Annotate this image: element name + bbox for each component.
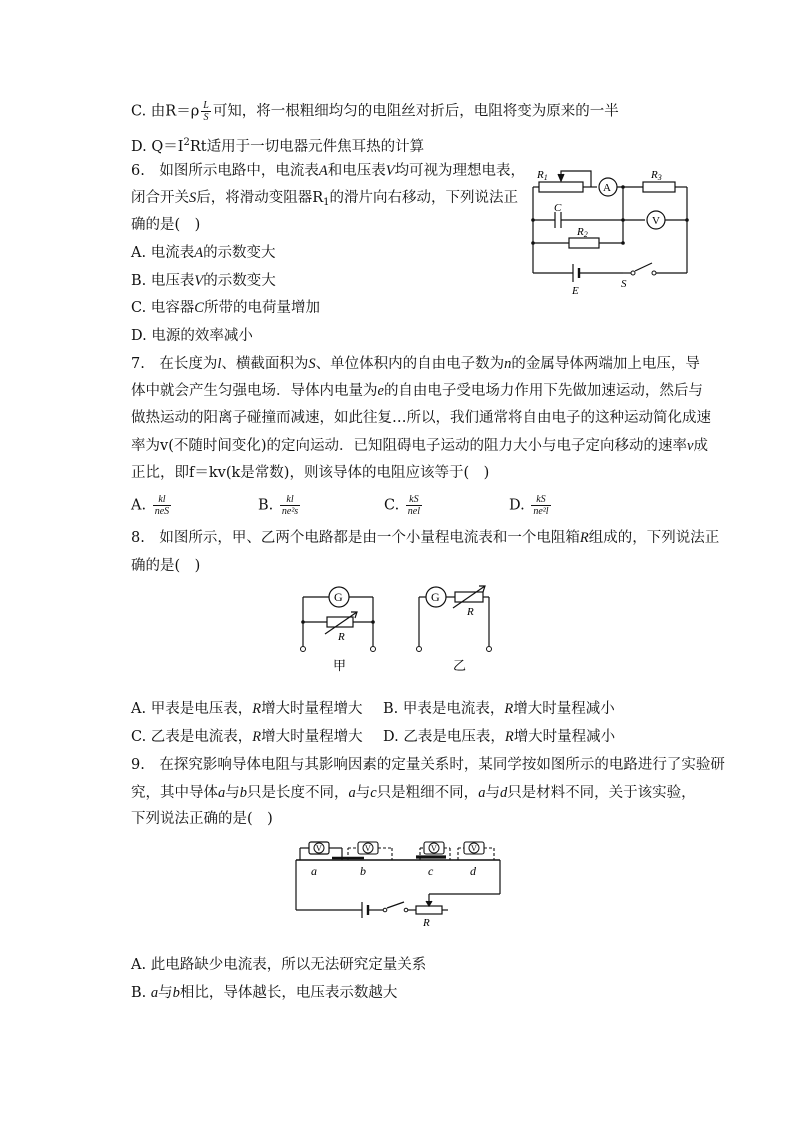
q9-circuit-diagram <box>292 838 507 930</box>
resistor-label-jia: R <box>338 631 345 643</box>
q7-stem-line5: 正比，即f＝kv(k是常数)，则该导体的电阻应该等于( ) <box>131 465 490 481</box>
q6-stem-line2: 闭合开关S后，将滑动变阻器$R_1$的滑片向右移动，下列说法正 <box>131 190 519 208</box>
q9-stem-line2: 究，其中导体a与b只是长度不同，a与c只是粗细不同，a与d只是材料不同，关于该实验， <box>131 785 696 801</box>
label-r1: R1 <box>537 169 548 182</box>
q9-option-b: B. a与b相比，导体越长，电压表示数越大 <box>131 985 398 1001</box>
voltmeter-label-d: V <box>471 844 477 853</box>
q8-stem-line1: 8. 如图所示，甲、乙两个电路都是由一个小量程电流表和一个电阻箱R组成的，下列说法正 <box>131 530 720 546</box>
q7-stem-line4: 率为v(不随时间变化)的定向运动．已知阻碍电子运动的阻力大小与电子定向移动的速率v成 <box>131 438 708 454</box>
q8-circuit-diagrams <box>295 582 505 677</box>
q5-option-d: D. $Q=I^2Rt$适用于一切电器元件焦耳热的计算 <box>131 137 425 155</box>
q7-stem-line1: 7. 在长度为l、横截面积为S、单位体积内的自由电子数为n的金属导体两端加上电压，导 <box>131 356 700 372</box>
q8-option-a: A. 甲表是电压表，R增大时量程增大 <box>131 701 363 717</box>
q8-option-b: B. 甲表是电流表，R增大时量程减小 <box>383 701 615 717</box>
q8-option-d: D. 乙表是电压表，R增大时量程减小 <box>383 729 616 745</box>
q6-option-c: C. 电容器C所带的电荷量增加 <box>131 300 320 316</box>
label-e: E <box>572 285 579 297</box>
q5-optc-text: C. 由R＝ρ <box>131 103 200 120</box>
l-over-s-fraction: $\frac{L}{S}$ <box>203 100 209 123</box>
voltmeter-label-b: V <box>365 844 371 853</box>
conductor-label-a: a <box>311 864 317 878</box>
q7-stem-line3: 做热运动的阳离子碰撞而减速，如此往复…所以，我们通常将自由电子的这种运动简化成速 <box>131 410 711 426</box>
q8-option-c: C. 乙表是电流表，R增大时量程增大 <box>131 729 363 745</box>
galvanometer-label-yi: G <box>431 590 440 604</box>
q8-stem-line2: 确的是( ) <box>131 558 201 574</box>
voltmeter-label: V <box>652 215 660 227</box>
q7-option-d: D. $\frac{kS}{\text{ne²l}}$ <box>509 494 549 517</box>
q6-option-d: D. 电源的效率减小 <box>131 328 253 344</box>
voltmeter-label-a: V <box>316 844 322 853</box>
conductor-label-d: d <box>470 864 476 878</box>
conductor-label-b: b <box>360 864 366 878</box>
q7-option-b: B. $\frac{kl}{\text{ne²s}}$ <box>258 494 299 517</box>
galvanometer-label-jia: G <box>334 590 343 604</box>
label-c: C <box>554 202 562 214</box>
q6-option-b: B. 电压表V的示数变大 <box>131 273 276 289</box>
rheostat-label: R <box>423 917 430 929</box>
label-s: S <box>621 278 627 290</box>
ammeter-label: A <box>603 182 611 194</box>
label-r2: R2 <box>577 226 588 239</box>
q6-circuit-diagram <box>525 165 695 295</box>
q9-option-a: A. 此电路缺少电流表，所以无法研究定量关系 <box>131 957 427 973</box>
caption-yi: 乙 <box>453 658 467 673</box>
q6-stem-line3: 确的是( ) <box>131 217 201 233</box>
caption-jia: 甲 <box>333 658 347 673</box>
resistor-label-yi: R <box>467 606 474 618</box>
q9-stem-line1: 9. 在探究影响导体电阻与其影响因素的定量关系时，某同学按如图所示的电路进行了实验研 <box>131 757 725 773</box>
q6-stem-line1: 6. 如图所示电路中，电流表A和电压表V均可视为理想电表， <box>131 163 526 179</box>
q5-option-c: C. 由R＝ρ $\frac{L}{S}$ 可知，将一根粗细均匀的电阻丝对折后，电阻将变为原来的一半 <box>131 100 619 123</box>
voltmeter-label-c: V <box>431 844 437 853</box>
label-r3: R3 <box>651 169 662 182</box>
q9-stem-line3: 下列说法正确的是( ) <box>131 811 273 827</box>
q7-option-c: C. $\frac{kS}{\text{nel}}$ <box>384 494 421 517</box>
conductor-label-c: c <box>428 864 434 878</box>
q7-stem-line2: 体中就会产生匀强电场．导体内电量为e的自由电子受电场力作用下先做加速运动，然后与 <box>131 383 703 399</box>
q7-option-a: A. $\frac{kl}{\text{neS}}$ <box>131 494 170 517</box>
q6-option-a: A. 电流表A的示数变大 <box>131 245 276 261</box>
